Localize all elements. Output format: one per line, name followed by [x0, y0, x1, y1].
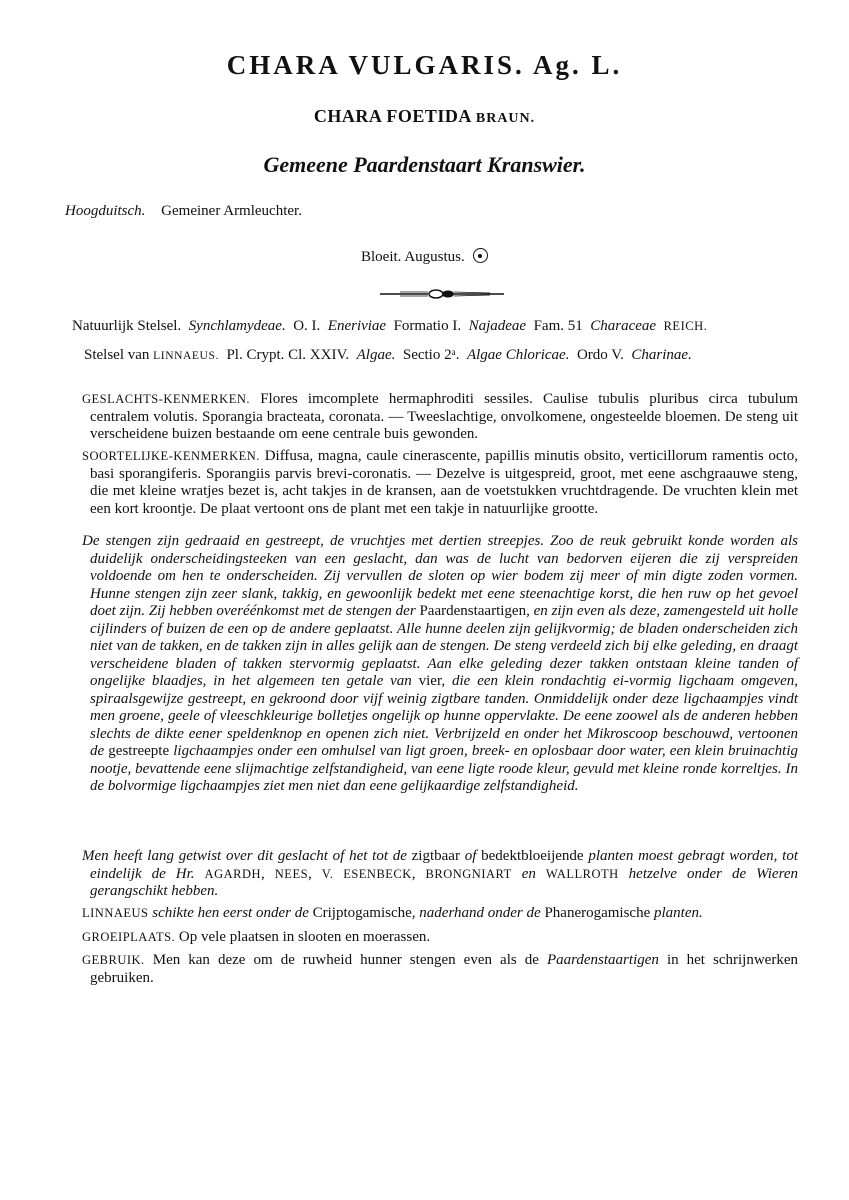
synonym-author: BRAUN.	[475, 111, 536, 126]
uses-text-3: in het schrijnwerken gebruiken.	[90, 952, 798, 986]
sun-symbol-icon	[473, 248, 488, 263]
linnaeus-text-4: de	[526, 905, 541, 921]
habitat-text: Op vele plaatsen in slooten en moerassen.	[178, 929, 431, 945]
natural-system-e: Najadeae	[468, 318, 527, 334]
natural-system-a: Synchlamydeae.	[188, 318, 286, 334]
uses-heading: GEBRUIK.	[82, 953, 145, 967]
linnaeus-text-1: schikte hen eerst onder de	[152, 905, 309, 921]
flowering-line	[361, 248, 488, 266]
linnaeus-note	[82, 905, 798, 923]
uses-text-1: Men kan deze om de ruwheid hunner stengen even als de	[152, 952, 539, 968]
synonym-title	[0, 106, 849, 127]
species-characters-text: Diffusa, magna, caule cinerascente, papillis minutis obsito, verticillorum ramentis octo, basi sporangiferis. Sporangiis parvis brevi-coronatis. — Dezelve is uitgespreid, groot, met eene aschgraauwe steng, die met kleine wratjes bezet is, acht takjes in de kransen, aan de voetstukken vruchtdragende. De vruchten klein met een kort kroontje. De plaat vertoont ons de plant met een takje in natuurlijke grootte.	[90, 448, 799, 517]
page-title: CHARA VULGARIS. Ag. L.	[226, 50, 623, 80]
history-part-2: of	[464, 848, 477, 864]
history-part-4: hetzelve onder de Wieren gerangschikt hebben.	[90, 865, 799, 899]
linnaean-f: Charinae.	[631, 347, 692, 363]
natural-system-d: Formatio I.	[393, 318, 462, 334]
linnaeus-text-3: naderhand onder	[419, 905, 523, 921]
description-part-1: De stengen zijn gedraaid en gestreept, de vruchtjes met dertien streepjes. Zoo de reuk gebruikt konde worden als duidelijk onderscheidingsteeken van een geslacht, dan was de lucht van bedorven eijeren die zij verspreiden voldoende om hen te onderscheiden. Zij vervullen de sloten op wier bodem zij meer of min digte zoden vormen. Hunne stengen zijn zeer slank, takkig, en gewoonlijk bedekt met eene steenachtige korst, die hen ruw op het gevoel doet zijn. Zij hebben overéénkomst met de stengen der	[82, 533, 798, 619]
history-part-3: planten moest gebragt worden, tot eindelijk de Hr.	[90, 848, 799, 882]
linnaean-e: Ordo V.	[576, 347, 624, 363]
description-paragraph	[82, 533, 798, 796]
habitat	[82, 929, 798, 947]
history-upright-2: bedektbloeijende	[481, 848, 584, 864]
description-part-2: , en zijn even als deze, zamengesteld uit holle cijlinders of buizen de een op de andere geplaatst. Alle hunne deelen zijn gelijkvormig; de bladen onderscheiden zich niet van de takken, en de takken zijn in alles gelijk aan de stengen. De steng verdeeld zich bij elke geleding, en draagt verscheidene bladen of takken stervormig geplaatst. Aan elke geleding dezer takken ontstaan kleine tanden of ongelijke blaadjes, in het algemeen ten getale van	[90, 603, 798, 689]
genus-characters-text: Flores imcomplete hermaphroditi sessiles. Caulise tubulis pluribus circa tubulum centralem volutis. Sporangia bracteata, coronata. — Tweeslachtige, onvolkomene, ongesteelde bloemen. De steng uit verscheidene buizen bestaande om eene centrale buis gewonden.	[90, 391, 798, 442]
linnaean-b: Algae.	[356, 347, 396, 363]
divider-ornament-icon	[380, 287, 504, 301]
author-brongniart: BRONGNIART	[425, 866, 512, 881]
linnaean-a: Pl. Crypt. Cl. XXIV.	[226, 347, 350, 363]
german-label: Hoogduitsch.	[65, 203, 146, 219]
linnaean-c: Sectio 2ᵃ.	[402, 347, 460, 363]
species-characters	[82, 448, 798, 518]
description-upright-1: Paardenstaartigen	[419, 603, 527, 619]
dutch-name: Gemeene Paardenstaart Kranswier.	[263, 152, 586, 177]
history-paragraph: Men heeft lang getwist over dit geslacht of het tot de zigtbaar of bedektbloeijende planten moest gebragt worden, tot eindelijk de Hr. AGARDH, NEES, V. ESENBECK, BRONGNIART en WALLROTH hetzelve onder de Wieren gerangschikt hebben.	[82, 848, 799, 899]
description-part-4: ligchaampjes onder een omhulsel van ligt groen, breek- en oplosbaar door water, een klein bruinachtig nootje, bevattende eene slijmachtige zelfstandigheid, van eene ligte roode kleur, gevuld met kleine ronde korreltjes. In de bolvormige ligchaampjes ziet men niet dan eene gelijkaardige zelfstandigheid.	[90, 743, 799, 794]
history-part-1: Men heeft lang getwist over dit geslacht of het tot de	[82, 848, 407, 864]
synonym-name: CHARA FOETIDA	[313, 106, 471, 126]
linnaeus-text-6: planten.	[654, 905, 703, 921]
author-wallroth: WALLROTH	[545, 866, 619, 881]
natural-system-label: Natuurlijk Stelsel.	[72, 318, 182, 334]
linnaean-label-name: LINNAEUS.	[153, 350, 219, 362]
description-part-3: die een klein rondachtig ei-vormig ligchaam omgeven, spiraalsgewijze gestreept, en gekroond door vijf weinig zigtbare tanden. Onmiddelijk onder deze ligchaampjes vindt men groene, geele of vleeschkleurige bolletjes ongelijk op hunne oppervlakte. De eene zoowel als de anderen hebben slechts de dikte eener speldenknop en openen zich niet. Verbrijzeld en onder het Mikroscoop beschouwd, vertoonen de	[90, 673, 798, 759]
history-conjunction: en	[521, 865, 536, 882]
linnaean-d: Algae Chloricae.	[466, 347, 570, 363]
uses-text-2: Paardenstaartigen	[546, 952, 659, 968]
natural-system-f: Fam. 51	[533, 318, 583, 334]
natural-system-c: Eneriviae	[327, 318, 387, 334]
genus-characters	[82, 391, 798, 444]
history-upright-1: zigtbaar	[411, 848, 460, 864]
author-esenbeck: V. ESENBECK	[321, 866, 412, 881]
german-name: Gemeiner Armleuchter.	[161, 203, 302, 219]
natural-system-line	[72, 318, 707, 335]
description-upright-3: gestreepte	[108, 743, 170, 759]
linnaeus-name: LINNAEUS	[82, 906, 149, 920]
natural-system-b: O. I.	[293, 318, 321, 334]
author-nees: NEES	[274, 866, 309, 881]
natural-system-g: Characeae	[590, 318, 657, 334]
description-upright-2: vier,	[418, 673, 446, 689]
linnaean-label-pre: Stelsel van	[84, 347, 150, 363]
author-agardh: AGARDH	[204, 866, 262, 881]
natural-system-h: REICH.	[663, 319, 708, 333]
uses	[82, 952, 798, 987]
linnaeus-text-2: Crijptogamische,	[312, 905, 416, 921]
habitat-heading: GROEIPLAATS.	[82, 930, 176, 944]
german-name-line	[65, 203, 302, 220]
flowering-text: Bloeit. Augustus.	[361, 249, 465, 265]
linnaean-system-line	[84, 347, 692, 364]
species-characters-heading: SOORTELIJKE-KENMERKEN.	[82, 449, 260, 463]
genus-characters-heading: GESLACHTS-KENMERKEN.	[82, 392, 250, 406]
linnaeus-text-5: Phanerogamische	[544, 905, 651, 921]
